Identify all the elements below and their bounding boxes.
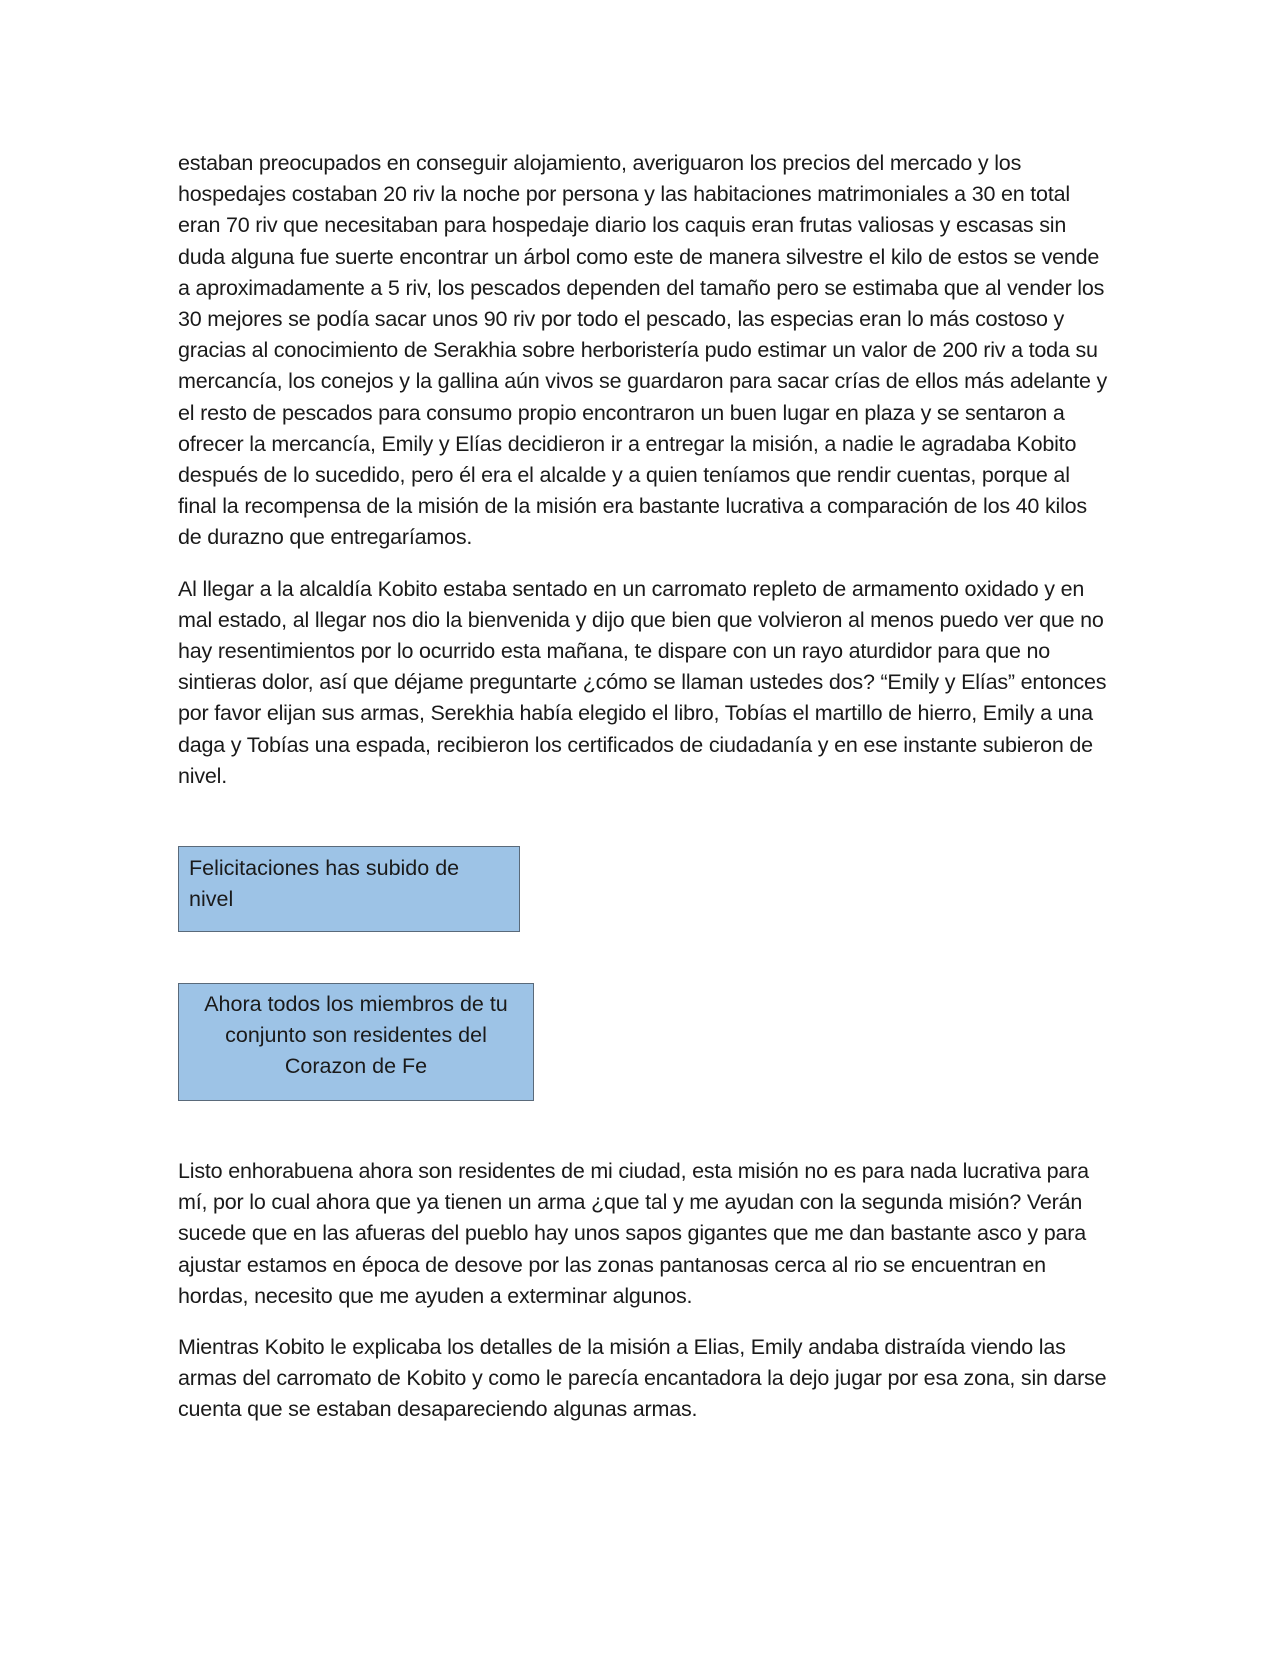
residency-notice [178, 983, 534, 1101]
level-up-notice-text: Felicitaciones has subido de nivel [189, 856, 460, 912]
paragraph-market-prices: estaban preocupados en conseguir alojamiento, averiguaron los precios del mercado y los hospedajes costaban 20 riv la noche por persona y las habitaciones matrimoniales a 30 en total eran 70 riv que necesitaban para hospedaje diario los caquis eran frutas valiosas y escasas sin duda alguna fue suerte encontrar un árbol como este de manera silvestre el kilo de estos se vende a aproximadamente a 5 riv, los pescados dependen del tamaño pero se estimaba que al vender los 30 mejores se podía sacar unos 90 riv por todo el pescado, las especias eran lo más costoso y gracias al conocimiento de Serakhia sobre herboristería pudo estimar un valor de 200 riv a toda su mercancía, los conejos y la gallina aún vivos se guardaron para sacar crías de ellos más adelante y el resto de pescados para consumo propio encontraron un buen lugar en plaza y se sentaron a ofrecer la mercancía, Emily y Elías decidieron ir a entregar la misión, a nadie le agradaba Kobito después de lo sucedido, pero él era el alcalde y a quien teníamos que rendir cuentas, porque al final la recompensa de la misión de la misión era bastante lucrativa a comparación de los 40 kilos de durazno que entregaríamos. [178, 151, 1108, 550]
paragraph-second-mission: Listo enhorabuena ahora son residentes de mi ciudad, esta misión no es para nada lucrativa para mí, por lo cual ahora que ya tienen un arma ¿que tal y me ayudan con la segunda misión? Verán sucede que en las afueras del pueblo hay unos sapos gigantes que me dan bastante asco y para ajustar estamos en época de desove por las zonas pantanosas cerca al rio se encuentran en hordas, necesito que me ayuden a exterminar algunos. [178, 1159, 1089, 1308]
residency-notice-text: Ahora todos los miembros de tu conjunto son residentes del Corazon de Fe [204, 992, 508, 1079]
paragraph-weapons-cart: Mientras Kobito le explicaba los detalles de la misión a Elias, Emily andaba distraída viendo las armas del carromato de Kobito y como le parecía encantadora la dejo jugar por esa zona, sin darse cuenta que se estaban desapareciendo algunas armas. [178, 1335, 1107, 1422]
text-block-bottom [178, 1156, 1108, 1426]
level-up-notice [178, 846, 520, 932]
text-block-top [178, 148, 1108, 792]
paragraph-city-hall: Al llegar a la alcaldía Kobito estaba sentado en un carromato repleto de armamento oxidado y en mal estado, al llegar nos dio la bienvenida y dijo que bien que volvieron al menos puedo ver que no hay resentimientos por lo ocurrido esta mañana, te dispare con un rayo aturdidor para que no sintieras dolor, así que déjame preguntarte ¿cómo se llaman ustedes dos? “Emily y Elías” entonces por favor elijan sus armas, Serekhia había elegido el libro, Tobías el martillo de hierro, Emily a una daga y Tobías una espada, recibieron los certificados de ciudadanía y en ese instante subieron de nivel. [178, 576, 1107, 788]
